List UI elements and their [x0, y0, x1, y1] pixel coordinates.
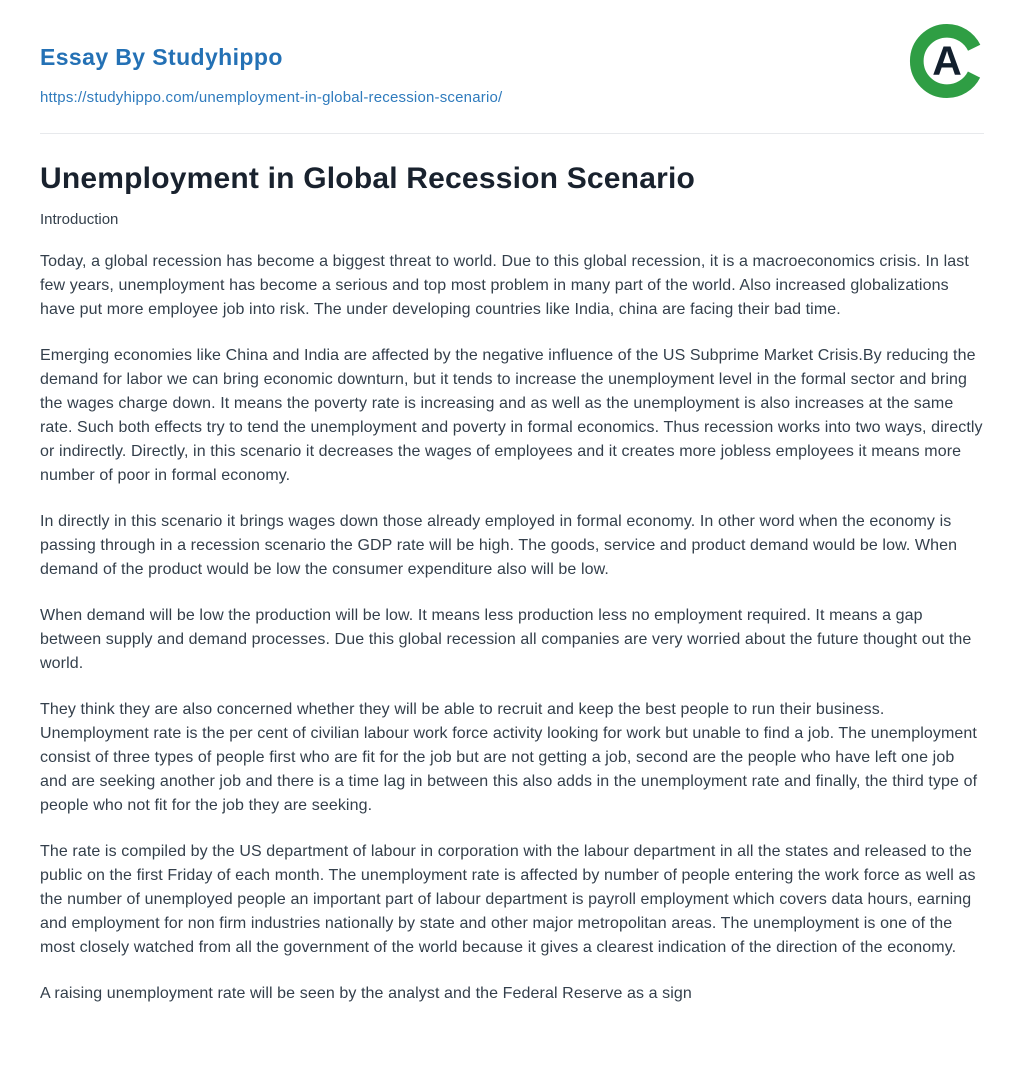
article-subtitle: Introduction — [40, 211, 119, 228]
logo-letter: A — [932, 37, 962, 84]
paragraph: A raising unemployment rate will be seen by the analyst and the Federal Reserve as a sign — [40, 985, 692, 1002]
page-header — [40, 37, 984, 134]
logo-icon — [908, 22, 986, 100]
paragraph: In directly in this scenario it brings wages down those already employed in formal economy. In other word when the economy is passing through in a recession scenario the GDP rate will be high. The goods, service and product demand would be low. When demand of the product would be low the consumer expenditure also will be low. — [40, 513, 958, 578]
paragraph: When demand will be low the production will be low. It means less production less no employment required. It means a gap between supply and demand processes. Due this global recession all companies are very worried about the future thought out the world. — [40, 607, 972, 672]
paragraph: Emerging economies like China and India are affected by the negative influence of the US Subprime Market Crisis.By reducing the demand for labor we can bring economic downturn, but it tends to increase the unemployment level in the formal sector and bring the wages charge down. It means the poverty rate is increasing and as well as the unemployment is also increases at the same rate. Such both effects try to tend the unemployment and poverty in formal economics. Thus recession works into two ways, directly or indirectly. Directly, in this scenario it decreases the wages of employees and it creates more jobless employees it means more number of poor in formal economy. — [40, 347, 983, 484]
page-url-link[interactable]: https://studyhippo.com/unemployment-in-global-recession-scenario/ — [40, 89, 503, 106]
site-title: Essay By Studyhippo — [40, 44, 283, 70]
paragraph: Today, a global recession has become a biggest threat to world. Due to this global recession, it is a macroeconomics crisis. In last few years, unemployment has become a serious and top most problem in many part of the world. Also increased globalizations have put more employee job into risk. The under developing countries like India, china are facing their bad time. — [40, 253, 969, 318]
paragraph: The rate is compiled by the US department of labour in corporation with the labour department in all the states and released to the public on the first Friday of each month. The unemployment rate is affected by number of people entering the work force as well as the number of unemployed people an important part of labour department is payroll employment which covers data hours, earning and employment for non firm industries nationally by state and other major metropolitan areas. The unemployment is one of the most closely watched from all the government of the world because it gives a clearest indication of the direction of the economy. — [40, 843, 976, 956]
paragraph: They think they are also concerned whether they will be able to recruit and keep the best people to run their business. Unemployment rate is the per cent of civilian labour work force activity looking for work but unable to find a job. The unemployment consist of three types of people first who are fit for the job but are not getting a job, second are the people who have left one job and are seeking another job and there is a time lag in between this also adds in the unemployment rate and finally, the third type of people who not fit for the job they are seeking. — [40, 701, 978, 814]
article-content — [40, 162, 984, 1006]
article-title: Unemployment in Global Recession Scenario — [40, 162, 696, 195]
studyhippo-logo — [908, 22, 986, 100]
